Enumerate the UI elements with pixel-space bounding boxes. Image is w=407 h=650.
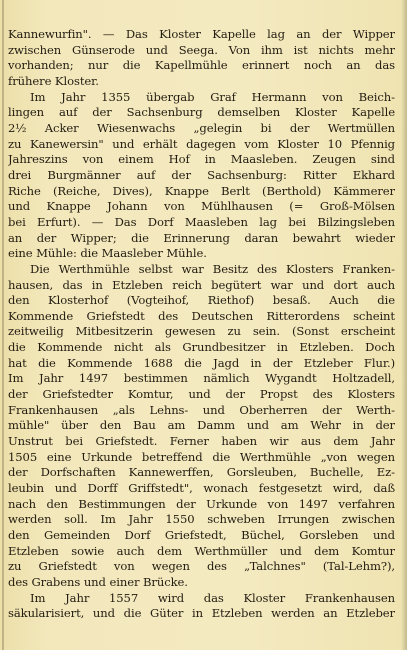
- text-line: der Dorfschaften Kannewerffen, Gorsleuben, Buchelle, Ez-: [8, 465, 395, 480]
- text-line: den Klosterhof (Vogteihof, Riethof) besaß. Auch die: [8, 293, 395, 308]
- text-line: Die Werthmühle selbst war Besitz des Klosters Franken-: [30, 261, 395, 276]
- text-line: Frankenhausen „als Lehns- und Oberherren der Werth-: [8, 402, 395, 417]
- text-line: zu Kanewersin" und erhält dagegen vom Kloster 10 Pfennig: [8, 136, 395, 151]
- column-rule: [2, 0, 4, 650]
- text-line: den Gemeinden Dorf Griefstedt, Büchel, Gorsleben und: [8, 528, 395, 542]
- text-line: 1505 eine Urkunde betreffend die Werthmühle „von wegen: [8, 449, 395, 464]
- text-line: mühle" über den Bau am Damm und am Wehr in der: [8, 418, 395, 433]
- text-line: bei Erfurt). — Das Dorf Maasleben lag bei Bilzingsleben: [8, 214, 395, 229]
- text-line: hausen, das in Etzleben reich begütert war und dort auch: [8, 277, 395, 292]
- text-line: lingen auf der Sachsenburg demselben Kloster Kapelle: [8, 105, 395, 120]
- text-line: der Griefstedter Komtur, und der Propst des Klosters: [8, 387, 395, 402]
- article-text: [8, 27, 395, 622]
- text-line: Im Jahr 1557 wird das Kloster Frankenhausen: [30, 590, 395, 605]
- text-line: an der Wipper; die Erinnerung daran bewahrt wieder: [8, 230, 395, 245]
- text-line: zwischen Günserode und Seega. Von ihm ist nichts mehr: [8, 42, 395, 57]
- text-line: Unstrut bei Griefstedt. Ferner haben wir aus dem Jahr: [8, 434, 395, 449]
- text-line: die Kommende nicht als Grundbesitzer in Etzleben. Doch: [8, 340, 395, 355]
- text-line: nach den Bestimmungen der Urkunde von 1497 verfahren: [8, 496, 395, 511]
- text-line: werden soll. Im Jahr 1550 schweben Irrungen zwischen: [8, 512, 395, 527]
- text-line: 2½ Acker Wiesenwachs „gelegin bi der Wertmüllen: [8, 120, 395, 135]
- text-line: Kannewurfin". — Das Kloster Kapelle lag an der Wipper: [8, 27, 395, 41]
- text-line: zu Griefstedt von wegen des „Talchnes" (Tal-Lehm?),: [8, 559, 395, 574]
- text-line: und Knappe Johann von Mühlhausen (= Groß-Mölsen: [8, 199, 395, 214]
- text-line: leubin und Dorff Griffstedt", wonach festgesetzt wird, daß: [8, 481, 395, 496]
- text-line: Kommende Griefstedt des Deutschen Ritterordens scheint: [8, 308, 395, 323]
- text-line: säkularisiert, und die Güter in Etzleben werden an Etzleber: [8, 606, 395, 621]
- text-line: zeitweilig Mitbesitzerin gewesen zu sein. (Sonst erscheint: [8, 324, 395, 339]
- text-line: Riche (Reiche, Dives), Knappe Berlt (Berthold) Kämmerer: [8, 183, 395, 198]
- text-line: Etzleben sowie auch dem Werthmüller und dem Komtur: [8, 543, 395, 558]
- text-line: des Grabens und einer Brücke.: [8, 574, 188, 589]
- page-edge-shadow: [401, 0, 407, 650]
- text-line: frühere Kloster.: [8, 73, 99, 88]
- text-line: Jahreszins von einem Hof in Maasleben. Zeugen sind: [8, 152, 395, 167]
- text-line: eine Mühle: die Maasleber Mühle.: [8, 246, 207, 261]
- text-line: drei Burgmänner auf der Sachsenburg: Ritter Ekhard: [8, 167, 395, 182]
- text-line: vorhanden; nur die Kapellmühle erinnert noch an das: [8, 58, 395, 73]
- text-line: hat die Kommende 1688 die Jagd in der Etzleber Flur.): [8, 355, 395, 370]
- text-line: Im Jahr 1355 übergab Graf Hermann von Beich-: [30, 89, 395, 104]
- text-line: Im Jahr 1497 bestimmen nämlich Wygandt Holtzadell,: [8, 371, 395, 386]
